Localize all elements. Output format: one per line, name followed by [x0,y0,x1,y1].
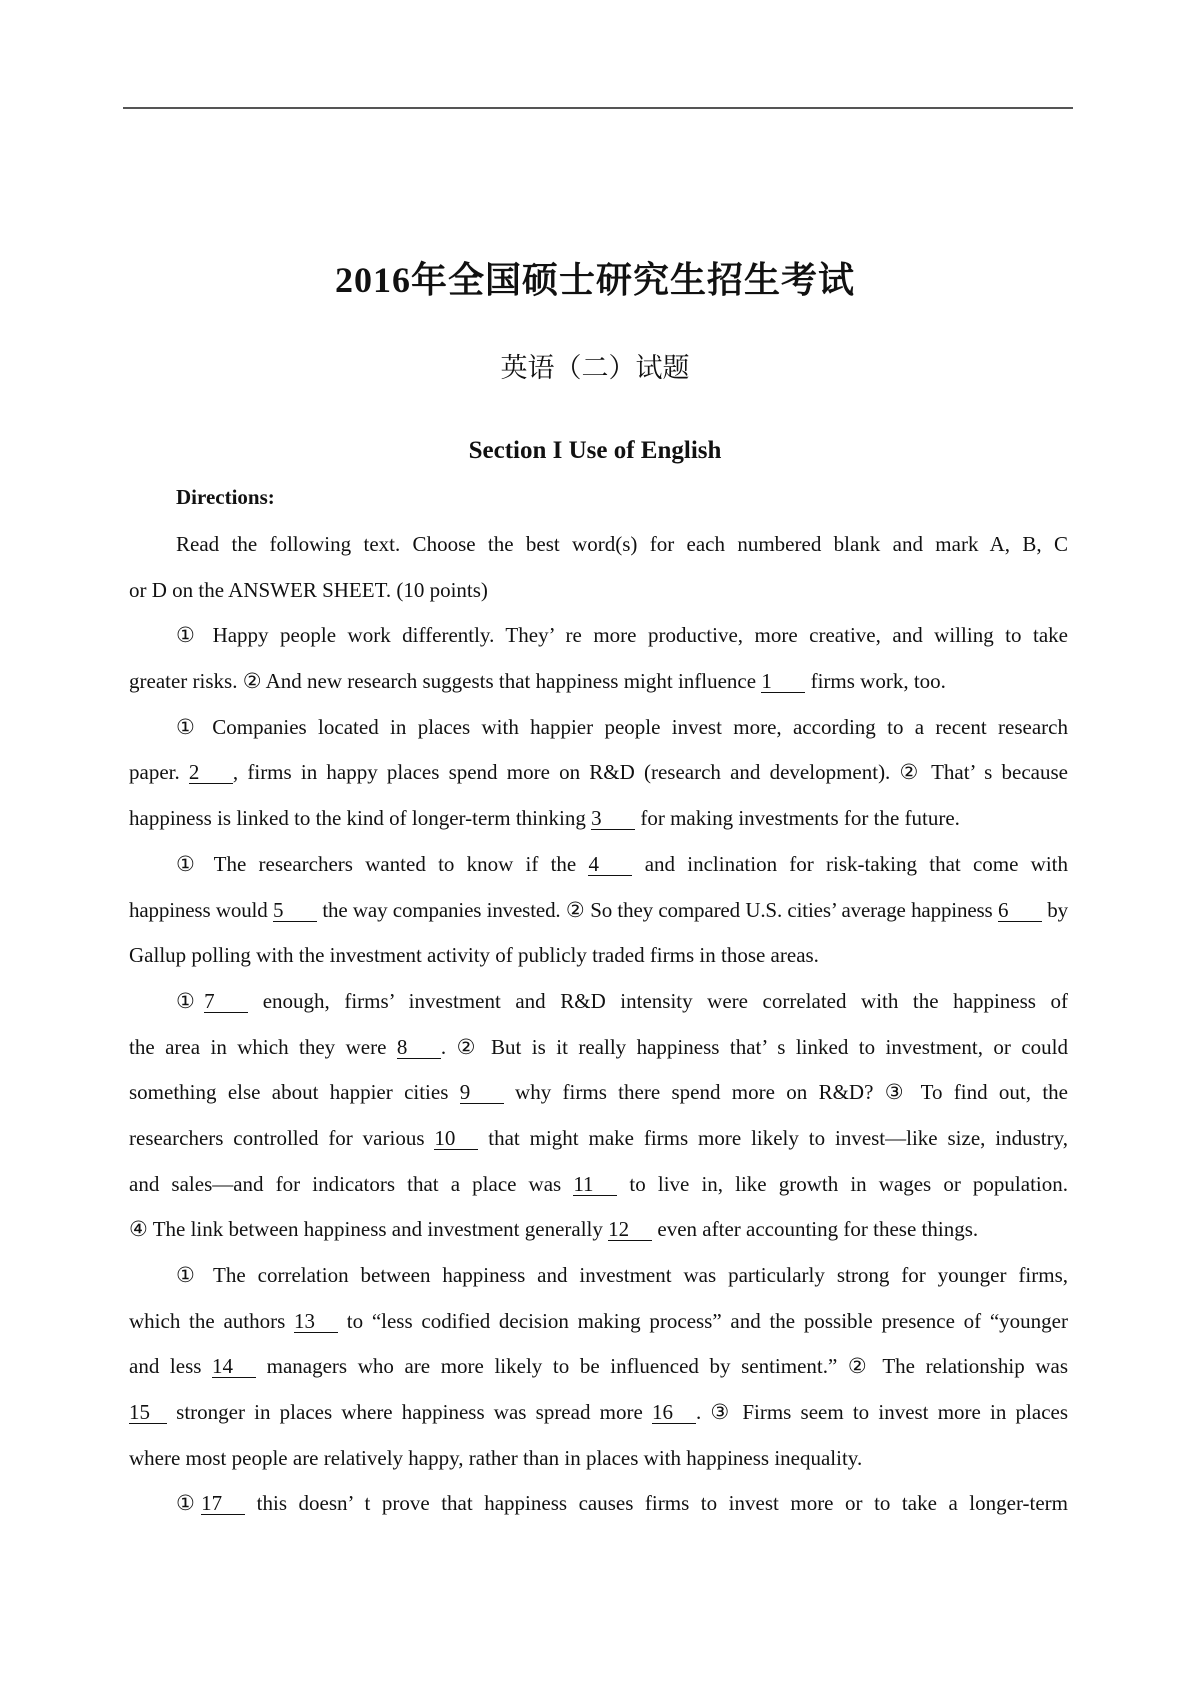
passage-line [129,750,1068,796]
passage-text: managers who are more likely to be influenced by sentiment.” ② The relationship was [256,1354,1068,1379]
passage-line [129,1436,1068,1482]
passage-line [129,613,1068,659]
passage-text: to “less codified decision making process” and the possible presence of “younger [338,1308,1068,1333]
passage-line [129,1162,1068,1208]
numbered-blank: 17 [201,1493,245,1515]
numbered-blank: 9 [460,1082,504,1104]
passage-text: and inclination for risk-taking that come with [632,851,1069,876]
passage-line [129,705,1068,751]
passage-text: the area in which they were [129,1034,397,1059]
passage-line [129,659,1068,705]
numbered-blank: 14 [212,1356,256,1378]
numbered-blank: 15 [129,1402,167,1424]
passage-text: . ③ Firms seem to invest more in places [695,1400,1069,1425]
passage-text: ① The correlation between happiness and investment was particularly strong for younger firms, [176,1263,1068,1287]
passage-line [129,888,1068,934]
numbered-blank: 7 [204,991,248,1013]
exam-subtitle: 英语（二）试题 [500,353,690,383]
numbered-blank: 12 [608,1219,652,1241]
passage-text: ① The researchers wanted to know if the [176,851,589,876]
numbered-blank: 2 [189,762,233,784]
numbered-blank: 4 [588,854,632,876]
passage-text: where most people are relatively happy, rather than in places with happiness inequality. [129,1445,863,1470]
passage-text: or D on the ANSWER SHEET. (10 points) [129,577,488,602]
passage-line [129,522,1068,568]
passage-line [129,1344,1068,1390]
passage-text: paper. [129,760,189,785]
passage-line [129,1390,1068,1436]
passage-text: greater risks. ② And new research suggests that happiness might influence [129,669,762,694]
numbered-blank: 16 [652,1402,696,1424]
passage-text: happiness would [129,897,273,922]
numbered-blank: 8 [397,1037,441,1059]
passage-line [129,979,1068,1025]
directions-label: Directions: [176,485,275,509]
passage-text: ① [176,988,205,1013]
numbered-blank: 10 [434,1128,478,1150]
passage-text: for making investments for the future. [635,806,960,831]
passage-text: enough, firms’ investment and R&D intensity were correlated with the happiness of [248,988,1069,1013]
passage-line [129,1253,1068,1299]
passage-text: Gallup polling with the investment activity of publicly traded firms in those areas. [129,943,819,968]
passage-text: even after accounting for these things. [652,1217,979,1242]
passage-line [129,1299,1068,1345]
passage-text: happiness is linked to the kind of longer-term thinking [129,806,592,831]
passage-line [129,1025,1068,1071]
passage-text: which the authors [129,1308,295,1333]
section-heading: Section I Use of English [468,437,722,464]
numbered-blank: 6 [998,900,1042,922]
passage-text: why firms there spend more on R&D? ③ To find out, the [503,1080,1068,1105]
passage-text: the way companies invested. ② So they compared U.S. cities’ average happiness [316,897,998,922]
passage-line [129,796,1068,842]
passage-text: stronger in places where happiness was spread more [167,1400,652,1425]
numbered-blank: 1 [761,671,805,693]
passage-line [129,1481,1068,1527]
passage-text: to live in, like growth in wages or population. [617,1171,1068,1196]
passage-text: ① [176,1491,202,1516]
numbered-blank: 13 [294,1311,338,1333]
passage-line [129,1070,1068,1116]
numbered-blank: 3 [591,808,635,830]
passage-line [129,933,1068,979]
passage-text: , firms in happy places spend more on R&D (research and development). ② That’ s because [232,760,1068,785]
exam-title: 2016年全国硕士研究生招生考试 [334,260,855,300]
numbered-blank: 11 [573,1174,617,1196]
passage-text: that might make firms more likely to invest—like size, industry, [478,1125,1068,1150]
passage-text: by [1041,897,1069,922]
passage-line [129,568,1068,614]
passage-text: and less [129,1354,213,1379]
passage-text: something else about happier cities [129,1080,460,1105]
passage-text: . ② But is it really happiness that’ s linked to investment, or could [440,1034,1068,1059]
passage-text: firms work, too. [805,669,946,694]
passage-line [129,1116,1068,1162]
passage-text: ④ The link between happiness and investment generally [129,1217,609,1242]
passage-text: and sales—and for indicators that a place was [129,1171,574,1196]
passage-text: ① Companies located in places with happier people invest more, according to a recent research [176,714,1068,739]
passage-text: this doesn’ t prove that happiness causes firms to invest more or to take a longer-term [245,1491,1069,1516]
passage-line [129,1207,1068,1253]
numbered-blank: 5 [273,900,317,922]
passage-body [129,522,1068,1527]
header-rule [123,107,1073,109]
passage-text: ① Happy people work differently. They’ re more productive, more creative, and willing to take [176,623,1068,648]
passage-line [129,842,1068,888]
passage-text: Read the following text. Choose the best word(s) for each numbered blank and mark A, B, C [176,532,1068,556]
passage-text: researchers controlled for various [129,1125,435,1150]
